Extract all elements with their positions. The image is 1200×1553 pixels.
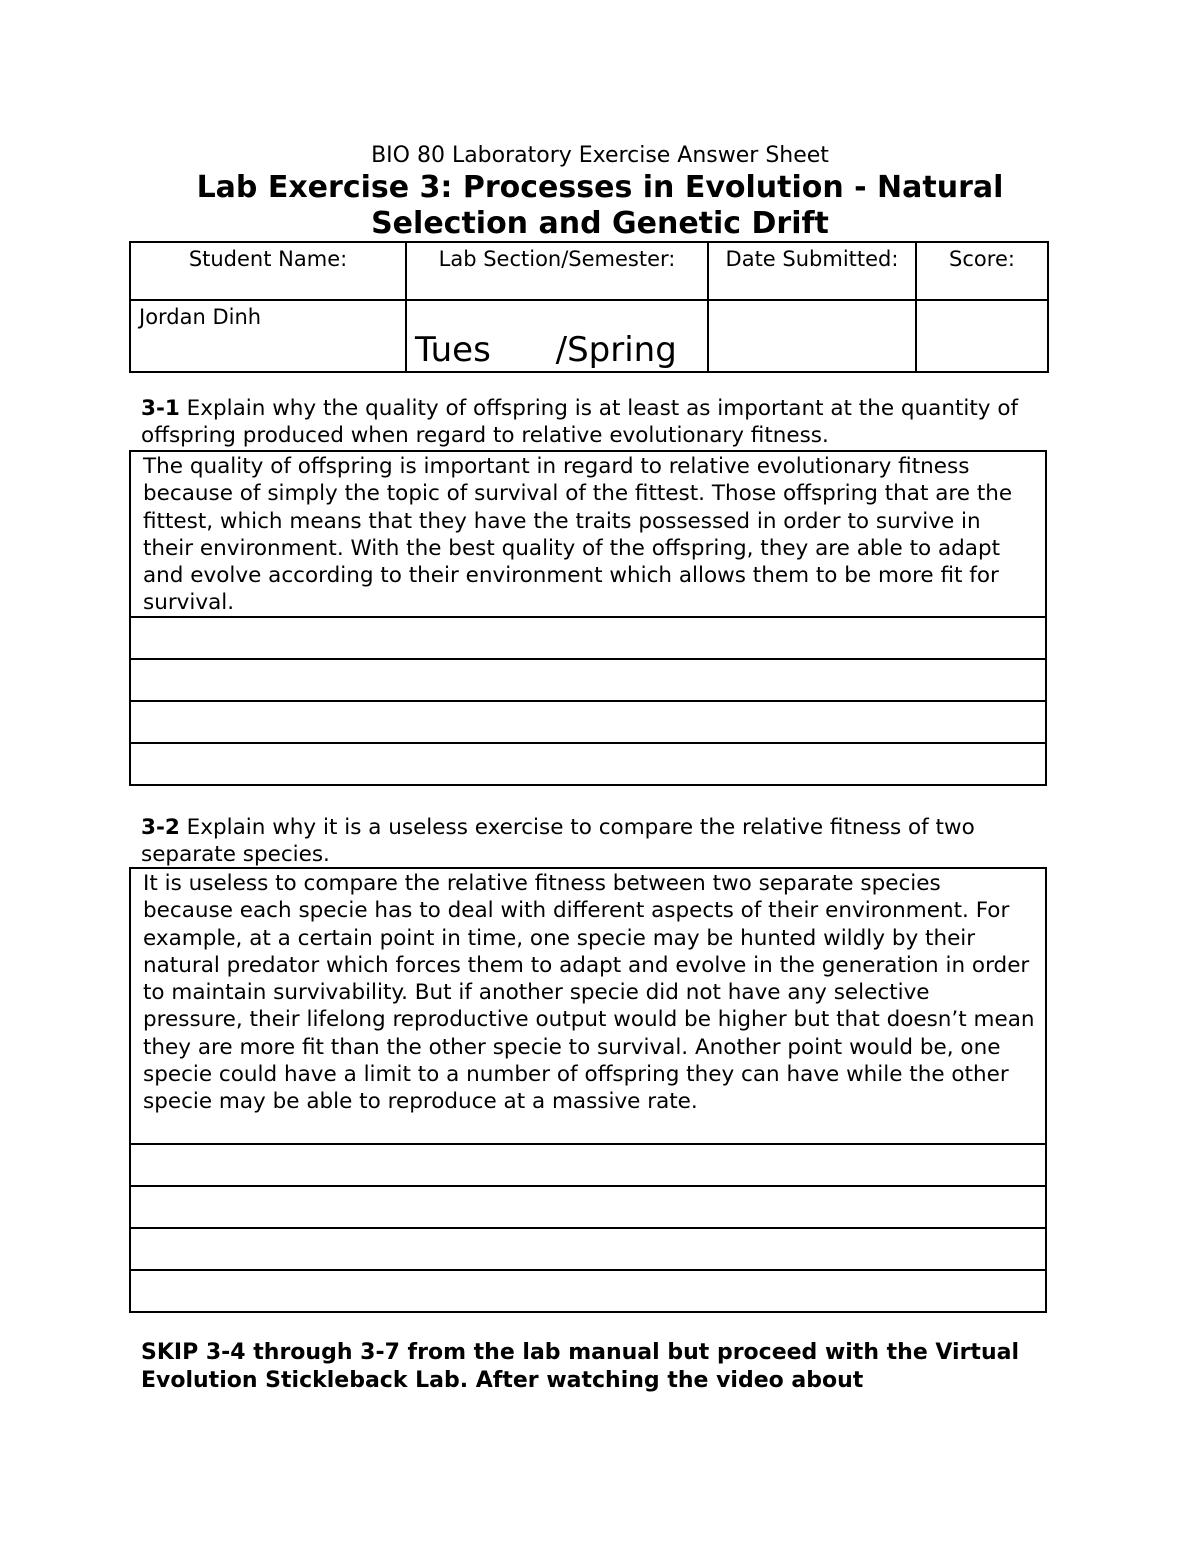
score-header: Score: bbox=[916, 242, 1048, 300]
student-info-table bbox=[129, 241, 1049, 373]
lab-section-cell[interactable] bbox=[406, 300, 708, 372]
student-name-cell[interactable] bbox=[130, 300, 406, 372]
lab-section-header: Lab Section/Semester: bbox=[406, 242, 708, 300]
student-name-header: Student Name: bbox=[130, 242, 406, 300]
question-3-1 bbox=[141, 395, 1071, 449]
answer-blank-line[interactable] bbox=[131, 1187, 1045, 1229]
question-prompt: Explain why the quality of offspring is at least as important at the quantity of offspring produced when regard to relative evolutionary fitness. bbox=[141, 396, 1019, 448]
answer-blank-line[interactable] bbox=[131, 1271, 1045, 1313]
answer-box-3-2[interactable] bbox=[129, 867, 1047, 1313]
skip-instruction: SKIP 3-4 through 3-7 from the lab manual but proceed with the Virtual Evolution Stickleback Lab. After watching the video about bbox=[141, 1340, 1020, 1393]
question-3-2 bbox=[141, 814, 1071, 868]
answer-text[interactable]: It is useless to compare the relative fitness between two separate species because each specie has to deal with different aspects of their environment. For example, at a certain point in time, one specie may be hunted wildly by their natural predator which forces them to adapt and evolve in the generation in order to maintain survivability. But if another specie did not have any selective pressure, their lifelong reproductive output would be higher but that doesn’t mean they are more fit than the other specie to survival. Another point would be, one specie could have a limit to a number of offspring they can have while the other specie may be able to reproduce at a massive rate. bbox=[131, 869, 1045, 1145]
answer-blank-line[interactable] bbox=[131, 702, 1045, 744]
answer-blank-line[interactable] bbox=[131, 1145, 1045, 1187]
score-cell[interactable] bbox=[916, 300, 1048, 372]
answer-blank-line[interactable] bbox=[131, 618, 1045, 660]
answer-blank-line[interactable] bbox=[131, 660, 1045, 702]
student-name-value: Jordan Dinh bbox=[139, 305, 262, 329]
answer-box-3-1[interactable] bbox=[129, 450, 1047, 786]
sheet-subtitle: BIO 80 Laboratory Exercise Answer Sheet bbox=[371, 143, 829, 168]
date-submitted-header: Date Submitted: bbox=[708, 242, 916, 300]
answer-blank-line[interactable] bbox=[131, 1229, 1045, 1271]
lab-section-value: Tues /Spring bbox=[415, 330, 677, 370]
question-number: 3-2 bbox=[141, 815, 180, 840]
question-prompt: Explain why it is a useless exercise to compare the relative fitness of two separate species. bbox=[141, 815, 975, 867]
page-title: Lab Exercise 3: Processes in Evolution - Natural Selection and Genetic Drift bbox=[196, 170, 1004, 241]
answer-text[interactable]: The quality of offspring is important in regard to relative evolutionary fitness because of simply the topic of survival of the fittest. Those offspring that are the fittest, which means that they have the traits possessed in order to survive in their environment. With the best quality of the offspring, they are able to adapt and evolve according to their environment which allows them to be more fit for survival. bbox=[131, 452, 1045, 618]
answer-blank-line[interactable] bbox=[131, 744, 1045, 786]
question-number: 3-1 bbox=[141, 396, 180, 421]
date-submitted-cell[interactable] bbox=[708, 300, 916, 372]
